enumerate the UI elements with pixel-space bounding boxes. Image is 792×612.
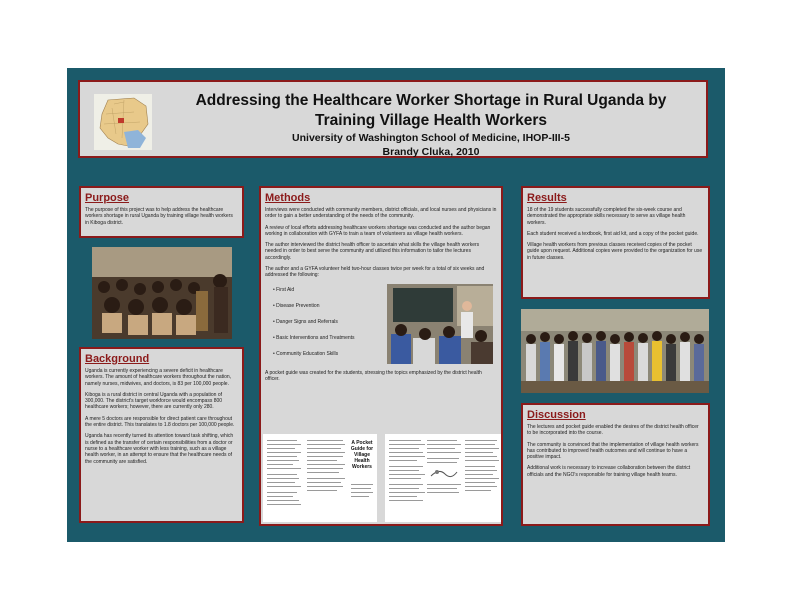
title-line-2: Training Village Health Workers — [314, 112, 547, 129]
author: Brandy Cluka, 2010 — [382, 146, 480, 158]
methods-paragraph: A review of local efforts addressing healthcare workers shortage was conducted and the author began working in collaboration with GYFA to train a team of volunteers as village health workers. — [265, 224, 491, 237]
discussion-paragraph: The lectures and pocket guide enabled the desires of the district health officer to be incorporated into the course. — [527, 424, 699, 437]
affiliation: University of Washington School of Medicine, IHOP-III-5 — [292, 132, 570, 144]
topic-item: • Community Education Skills — [273, 350, 339, 357]
graduates-photo — [521, 309, 709, 393]
classroom-photo — [92, 247, 232, 339]
title-panel — [78, 80, 708, 158]
results-paragraph: 18 of the 19 students successfully completed the six-week course and demonstrated the appropriate skills necessary to serve as village health workers. — [527, 207, 686, 226]
guide-illustration-icon — [429, 466, 459, 480]
methods-paragraph: The author interviewed the district health officer to ascertain what skills the village health workers needed in order to best serve the community and utilized this information to tailor the lectures accordingly. — [265, 242, 480, 261]
background-heading: Background — [85, 353, 150, 365]
background-panel — [79, 347, 244, 523]
results-panel — [521, 186, 710, 299]
discussion-paragraph: The community is convinced that the implementation of village health workers has contributed to improved health outcomes and will continue to have a positive impact. — [527, 441, 699, 461]
methods-closing: A pocket guide was created for the students, stressing the topics emphasized by the district health officer. — [265, 369, 482, 382]
lecture-photo — [387, 284, 493, 364]
results-paragraph: Village health workers from previous classes received copies of the pocket guide upon request. Additional copies were provided to the organization for use in future classes. — [527, 242, 703, 261]
topic-item: • Disease Prevention — [273, 302, 320, 309]
title-line-1: Addressing the Healthcare Worker Shortage in Rural Uganda by — [195, 92, 667, 109]
topic-item: • Basic Interventions and Treatments — [273, 334, 355, 341]
poster — [67, 68, 725, 542]
methods-paragraph: The author and a GYFA volunteer held two-hour classes twice per week for a total of six weeks and addressed the following: — [265, 266, 485, 279]
methods-paragraph: Interviews were conducted with community members, district officials, and local nurses and physicians in order to gain a better understanding of the needs of the community. — [265, 207, 497, 220]
background-paragraph: Kiboga is a rural district in central Uganda with a population of 300,000. The district's target workforce would encompass 800 healthcare workers; however, there are currently only 280. — [85, 391, 223, 411]
methods-panel — [259, 186, 503, 526]
topic-item: • Danger Signs and Referrals — [273, 318, 338, 325]
purpose-panel — [79, 186, 244, 238]
pocket-guide-image-right — [385, 434, 501, 522]
uganda-map-image — [94, 94, 152, 150]
pocket-guide-image-left — [263, 434, 377, 522]
pocket-guide-title: A Pocket Guide for Village Health Workers — [350, 440, 374, 470]
background-paragraph: A mere 5 doctors are responsible for direct patient care throughout the entire district. This translates to 1.8 doctors per 100,000 people. — [85, 415, 235, 429]
methods-heading: Methods — [265, 192, 311, 204]
background-paragraph: Uganda has recently turned its attention toward task shifting, which is defined as the transfer of certain responsibilities from a doctor or nurse to a healthcare worker with less training, such as a village health worker, in an attempt to ensure that the healthcare needs of the community are satisfied. — [85, 433, 234, 465]
purpose-text: The purpose of this project was to help address the healthcare workers shortage in rural Uganda by training village health workers in Kiboga district. — [85, 207, 233, 226]
results-paragraph: Each student received a textbook, first aid kit, and a copy of the pocket guide. — [527, 230, 699, 237]
discussion-panel — [521, 403, 710, 526]
topic-item: • First Aid — [273, 286, 295, 293]
purpose-heading: Purpose — [85, 192, 130, 204]
discussion-heading: Discussion — [527, 409, 586, 421]
discussion-paragraph: Additional work is necessary to increase collaboration between the district officials and the NGO's responsible for training village health teams. — [527, 465, 691, 478]
results-heading: Results — [527, 192, 567, 204]
background-paragraph: Uganda is currently experiencing a severe deficit in healthcare workers. The amount of healthcare workers throughout the nation, namely nurses, midwives, and doctors, is 83 per 100,000 people. — [85, 368, 232, 387]
